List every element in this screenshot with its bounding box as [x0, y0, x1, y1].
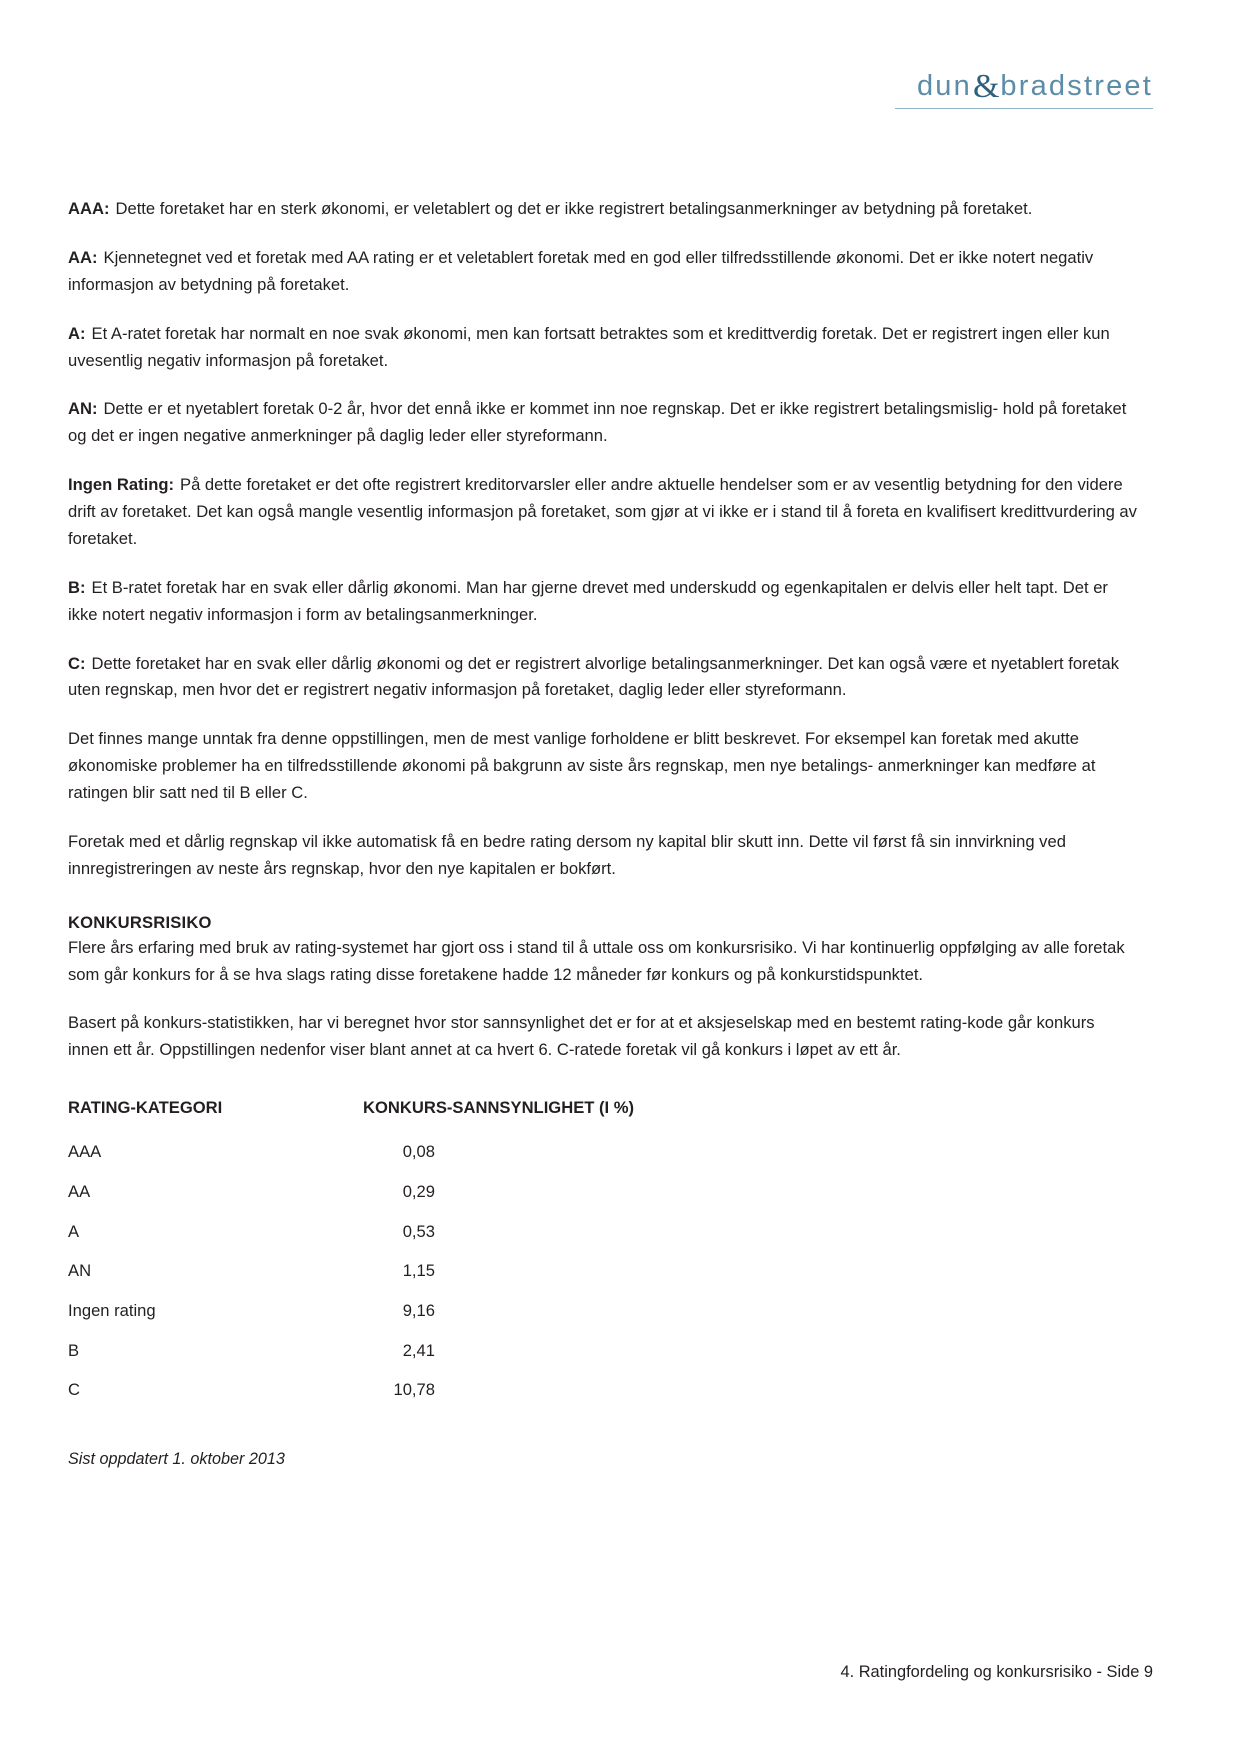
rating-text-b: Et B-ratet foretak har en svak eller dårlig økonomi. Man har gjerne drevet med underskudd og egenkapitalen er delvis eller helt tapt. Det er ikke notert negativ informasjon i form av betalingsanmerkninger. [68, 577, 1108, 624]
probability-value: 0,29 [402, 1181, 435, 1201]
rating-text-aaa: Dette foretaket har en sterk økonomi, er veletablert og det er ikke registrert betalingsanmerkninger av betydning på foretaket. [115, 199, 1033, 218]
rating-label-a: A: [68, 323, 86, 343]
paragraph-exceptions: Det finnes mange unntak fra denne oppstillingen, men de mest vanlige forholdene er blitt beskrevet. For eksempel kan foretak med akutte økonomiske problemer ha en tilfredsstillende økonomi på bakgrunn av siste års regnskap, men nye betalings- anmerkninger kan medføre at ratingen blir satt ned til B eller C. [68, 729, 1096, 802]
table-row [68, 1172, 688, 1212]
rating-paragraph-aaa [68, 196, 1138, 223]
probability-value: 10,78 [393, 1380, 435, 1400]
table-cell-category: AN [68, 1261, 92, 1281]
rating-label-b: B: [68, 577, 86, 597]
table-row [68, 1370, 688, 1410]
paragraph-capital: Foretak med et dårlig regnskap vil ikke automatisk få en bedre rating dersom ny kapital blir skutt inn. Dette vil først få sin innvirkning ved innregistreringen av neste års regnskap, hvor den nye kapitalen er bokført. [68, 831, 1066, 878]
probability-value: 0,53 [402, 1221, 435, 1241]
rating-label-aa: AA: [68, 247, 98, 267]
table-cell-probability [363, 1212, 688, 1252]
rating-paragraph-b [68, 575, 1138, 629]
rating-label-c: C: [68, 653, 86, 673]
table-cell-probability [363, 1291, 688, 1331]
logo-text-bradstreet: bradstreet [1000, 70, 1153, 102]
rating-paragraph-an [68, 396, 1138, 450]
logo-underline-divider [895, 108, 1153, 109]
rating-text-c: Dette foretaket har en svak eller dårlig økonomi og det er registrert alvorlige betalingsanmerkninger. Det kan også være et nyetablert foretak uten regnskap, men hvor det er registrert negativ informasjon på foretaket, daglig leder eller styreformann. [68, 653, 1120, 700]
page-footer: 4. Ratingfordeling og konkursrisiko - Side 9 [840, 1663, 1153, 1681]
table-cell-category: AAA [68, 1142, 102, 1162]
rating-text-ingen-rating: På dette foretaket er det ofte registrert kreditorvarsler eller andre aktuelle hendelser som er av vesentlig betydning for den videre drift av foretaket. Det kan også mangle vesentlig informasjon på foretaket, som gjør at vi ikke er i stand til å foreta en kvalifisert kredittvurdering av foretaket. [68, 475, 1137, 548]
last-updated-text: Sist oppdatert 1. oktober 2013 [68, 1450, 285, 1469]
table-cell-probability [363, 1370, 688, 1410]
paragraph-konkursrisiko-basis: Basert på konkurs-statistikken, har vi beregnet hvor stor sannsynlighet det er for at et aksjeselskap med en bestemt rating-kode går konkurs innen ett år. Oppstillingen nedenfor viser blant annet at ca hvert 6. C-ratede foretak vil gå konkurs i løpet av ett år. [68, 1013, 1095, 1060]
rating-label-ingen-rating: Ingen Rating: [68, 475, 175, 495]
rating-text-aa: Kjennetegnet ved et foretak med AA rating er et veletablert foretak med en god eller tilfredsstillende økonomi. Det er ikke notert negativ informasjon av betydning på foretaket. [68, 247, 1094, 294]
table-cell-probability [363, 1172, 688, 1212]
table-cell-category: AA [68, 1181, 91, 1201]
rating-paragraph-aa [68, 245, 1138, 299]
table-header-konkurs-sannsynlighet: KONKURS-SANNSYNLIGHET (I %) [363, 1098, 635, 1118]
table-cell-category: A [68, 1221, 80, 1241]
logo-text-dun: dun [916, 70, 972, 102]
probability-value: 9,16 [402, 1301, 435, 1320]
table-row [68, 1212, 688, 1252]
table-header-row [68, 1098, 688, 1132]
table-cell-probability [363, 1251, 688, 1291]
rating-paragraph-ingen-rating [68, 472, 1138, 553]
table-cell-probability [363, 1331, 688, 1371]
table-row [68, 1132, 688, 1172]
probability-value: 1,15 [402, 1261, 435, 1281]
probability-value: 0,08 [402, 1142, 435, 1162]
section-title-konkursrisiko: KONKURSRISIKO [68, 912, 212, 932]
table-cell-category: C [68, 1380, 80, 1400]
rating-paragraph-a [68, 321, 1138, 375]
table-row [68, 1331, 688, 1371]
table-cell-probability [363, 1132, 688, 1172]
table-cell-category: B [68, 1340, 80, 1360]
paragraph-konkursrisiko-intro: Flere års erfaring med bruk av rating-systemet har gjort oss i stand til å uttale oss om konkursrisiko. Vi har kontinuerlig oppfølging av alle foretak som går konkurs for å se hva slags rating disse foretakene hadde 12 måneder før konkurs og på konkurstidspunktet. [68, 937, 1125, 984]
logo-ampersand-icon: & [972, 68, 1000, 105]
rating-label-aaa: AAA: [68, 199, 110, 218]
table-row [68, 1251, 688, 1291]
dun-bradstreet-logo [917, 66, 1153, 104]
table-header-rating-kategori: RATING-KATEGORI [68, 1098, 223, 1118]
rating-text-an: Dette er et nyetablert foretak 0-2 år, hvor det ennå ikke er kommet inn noe regnskap. Det er ikke registrert betalingsmislig- hold på foretaket og det er ingen negative anmerkninger på daglig leder eller styreformann. [68, 399, 1127, 446]
rating-label-an: AN: [68, 399, 98, 419]
rating-paragraph-c [68, 651, 1138, 705]
table-cell-category: Ingen rating [68, 1301, 156, 1320]
table-row [68, 1291, 688, 1331]
probability-value: 2,41 [402, 1340, 435, 1360]
document-body [68, 196, 1158, 1469]
rating-probability-table [68, 1098, 688, 1410]
rating-text-a: Et A-ratet foretak har normalt en noe svak økonomi, men kan fortsatt betraktes som et kredittverdig foretak. Det er registrert ingen eller kun uvesentlig negativ informasjon på foretaket. [68, 323, 1110, 370]
